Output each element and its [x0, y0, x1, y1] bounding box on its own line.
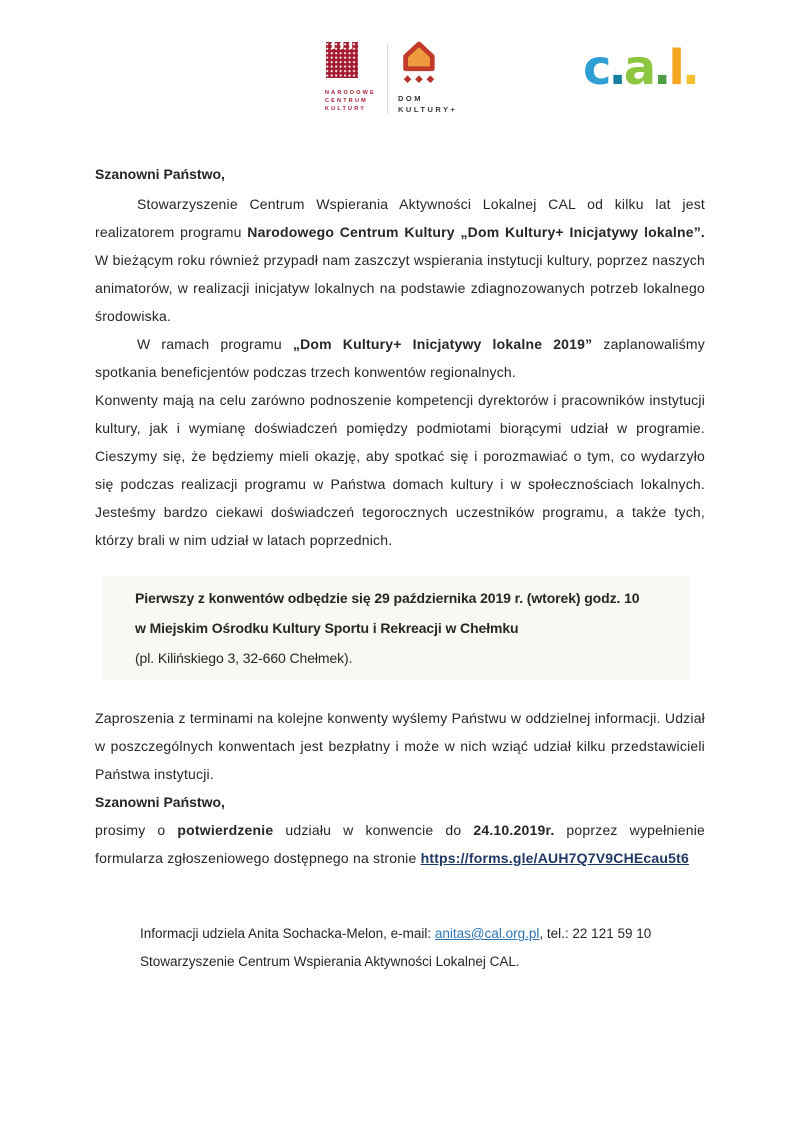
dom-kultury-text — [398, 93, 468, 115]
dk-line-2: KULTURY+ — [398, 105, 458, 114]
box-line-3: (pl. Kilińskiego 3, 32-660 Chełmek). — [135, 650, 353, 666]
crown-icon — [325, 42, 358, 79]
header-logos — [95, 40, 705, 120]
text-run: potwierdzenie — [177, 822, 274, 838]
box-line-1: Pierwszy z konwentów odbędzie się 29 października 2019 r. (wtorek) godz. 10 — [135, 590, 640, 606]
salutation-1: Szanowni Państwo, — [95, 166, 225, 182]
paragraph-4: Zaproszenia z terminami na kolejne konwenty wyślemy Państwu w oddzielnej informacji. Udział w poszczególnych konwentach jest bezpłatny i może w nich wziąć udział kilku przedstawicieli Państwa instytucji. — [95, 710, 705, 782]
form-link[interactable]: https://forms.gle/AUH7Q7V9CHEcau5t6 — [420, 850, 689, 866]
text-run: 24.10.2019r. — [473, 822, 555, 838]
nck-line-2: CENTRUM — [325, 98, 368, 104]
dom-kultury-logo — [398, 40, 468, 115]
text-run: Narodowego Centrum Kultury „Dom Kultury+ Inicjatywy lokalne”. — [247, 224, 705, 240]
text-run: „Dom Kultury+ Inicjatywy lokalne 2019” — [292, 336, 593, 352]
email-link[interactable]: anitas@cal.org.pl — [434, 926, 540, 941]
logo-divider — [387, 44, 388, 114]
text-run: Informacji udziela Anita Sochacka-Melon, e-mail: — [140, 926, 435, 941]
diamond-icons — [404, 75, 434, 83]
text-run: . — [608, 40, 624, 96]
nck-logo-text — [325, 89, 376, 113]
nck-line-1: NARODOWE — [325, 90, 376, 96]
text-run: l — [668, 40, 682, 96]
text-run: . — [681, 40, 697, 96]
paragraph-2 — [95, 330, 705, 386]
text-run: W bieżącym roku również przypadł nam zaszczyt wspierania instytucji kultury, poprzez naszych animatorów, w realizacji inicjatyw lokalnych na podstawie zdiagnozowanych potrzeb lokalnego środowiska. — [95, 252, 705, 324]
contact-info — [95, 920, 705, 976]
text-run: c — [583, 40, 609, 96]
letter-body — [95, 160, 705, 976]
nck-line-3: KULTURY — [325, 106, 367, 112]
salutation-2: Szanowni Państwo, — [95, 794, 225, 810]
paragraph-3: Konwenty mają na celu zarówno podnoszenie kompetencji dyrektorów i pracowników instytucji kultury, jak i wymianę doświadczeń pomiędzy podmiotami biorącymi udział w programie. Cieszymy się, że będziemy mieli okazję, aby spotkać się i porozmawiać o tym, co wydarzyło się podczas realizacji programu w Państwa domach kultury i w społecznościach lokalnych. Jesteśmy bardzo ciekawi doświadczeń tegorocznych uczestników programu, a także tych, którzy brali w nim udział w latach poprzednich. — [95, 392, 705, 548]
text-run: . — [653, 40, 669, 96]
highlight-box — [103, 576, 689, 680]
text-run: a — [623, 40, 654, 96]
cal-logo — [583, 40, 697, 96]
house-icon — [398, 40, 438, 86]
text-run: W ramach programu — [137, 336, 293, 352]
text-run: poprzez wypełnienie formularza zgłoszeniowego dostępnego na stronie — [95, 822, 705, 866]
text-run: zaplanowaliśmy spotkania beneficjentów podczas trzech konwentów regionalnych. — [95, 336, 705, 380]
paragraph-1 — [95, 190, 705, 330]
text-run: , tel.: 22 121 59 10 — [539, 926, 652, 941]
text-run: Stowarzyszenie Centrum Wspierania Aktywności Lokalnej CAL od kilku lat jest realizatorem programu — [95, 196, 705, 240]
contact-line-2: Stowarzyszenie Centrum Wspierania Aktywności Lokalnej CAL. — [140, 954, 520, 969]
box-line-2: w Miejskim Ośrodku Kultury Sportu i Rekreacji w Chełmku — [135, 620, 519, 636]
dk-line-1: DOM — [398, 94, 423, 103]
paragraph-5 — [95, 816, 705, 872]
contact-line-1 — [140, 920, 705, 948]
nck-logo — [325, 42, 376, 113]
text-run: udziału w konwencie do — [273, 822, 474, 838]
text-run: prosimy o — [95, 822, 178, 838]
